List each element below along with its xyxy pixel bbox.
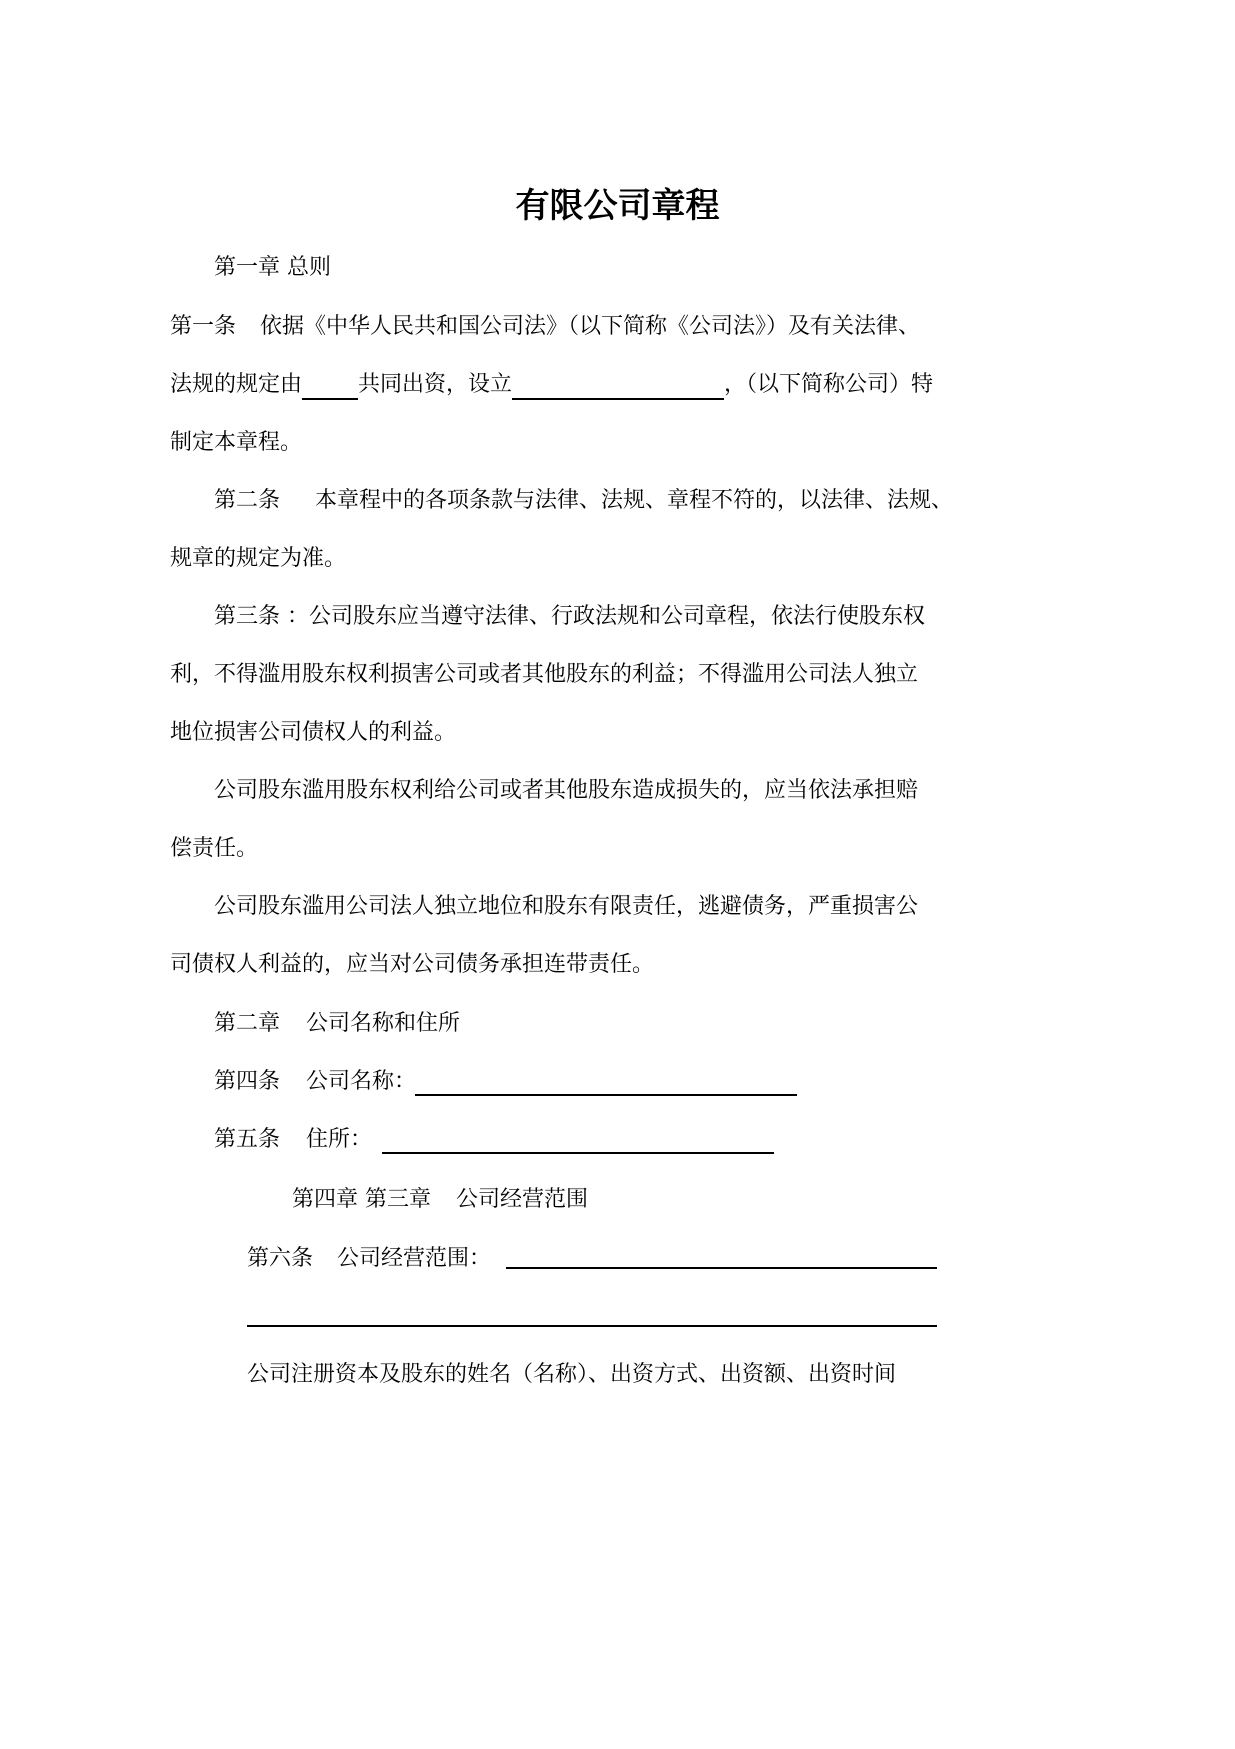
article-4-line [214,1067,416,1097]
article-1-text-a: 法规的规定由 [170,372,303,397]
address-line [382,1152,774,1154]
chapter-3-title: 公司经营范围 [456,1187,589,1212]
article-3-line-3: 地位损害公司债权人的利益。 [170,720,457,745]
chapter-1-heading: 第一章 总则 [214,255,331,280]
article-1-text-b: 共同出资，设立 [358,372,513,397]
article-1-text: 依据《中华人民共和国公司法》（以下简称《公司法》）及有关法律、 [260,314,921,339]
article-1-line-2 [170,370,933,400]
article-3-line-1: 第三条 ：公司股东应当遵守法律、行政法规和公司章程，依法行使股东权 [214,604,925,629]
article-4-text: 公司名称： [306,1069,417,1094]
article-2-label: 第二条 [214,488,281,513]
article-4-label: 第四条 [214,1069,281,1094]
article-5-text: 住所： [306,1127,373,1152]
article-1-text-c: ，（以下简称公司）特 [724,372,934,397]
document-title: 有限公司章程 [515,186,720,226]
business-scope-line-1 [506,1267,937,1269]
company-name-blank [512,374,724,400]
chapter-2-label: 第二章 [214,1011,281,1036]
article-1-line-1 [170,312,920,342]
article-2-line-2: 规章的规定为准。 [170,546,347,571]
paragraph-1-line-1: 公司股东滥用股东权利给公司或者其他股东造成损失的，应当依法承担赔 [214,778,919,803]
registered-capital-heading: 公司注册资本及股东的姓名（名称）、出资方式、出资额、出资时间 [247,1362,897,1387]
article-2-line-1 [214,486,953,516]
chapter-2-heading [214,1009,460,1039]
article-5-label: 第五条 [214,1127,281,1152]
article-2-text: 本章程中的各项条款与法律、法规、章程不符的，以法律、法规、 [315,488,954,513]
shareholders-blank [302,374,358,400]
chapter-2-title: 公司名称和住所 [306,1011,461,1036]
article-5-line [214,1125,372,1155]
business-scope-line-2 [247,1325,937,1327]
article-6-label: 第六条 [247,1246,314,1271]
chapter-3-label: 第四章 第三章 [292,1187,431,1212]
article-6-line [247,1244,491,1274]
article-3-line-2: 利，不得滥用股东权利损害公司或者其他股东的利益；不得滥用公司法人独立 [170,662,919,687]
article-1-label: 第一条 [170,314,237,339]
article-1-line-3: 制定本章程。 [170,430,303,455]
paragraph-1-line-2: 偿责任。 [170,836,259,861]
article-6-text: 公司经营范围： [337,1246,492,1271]
chapter-3-heading [292,1185,588,1215]
paragraph-2-line-1: 公司股东滥用公司法人独立地位和股东有限责任，逃避债务，严重损害公 [214,894,919,919]
paragraph-2-line-2: 司债权人利益的，应当对公司债务承担连带责任。 [170,952,655,977]
company-name-line [415,1094,797,1096]
